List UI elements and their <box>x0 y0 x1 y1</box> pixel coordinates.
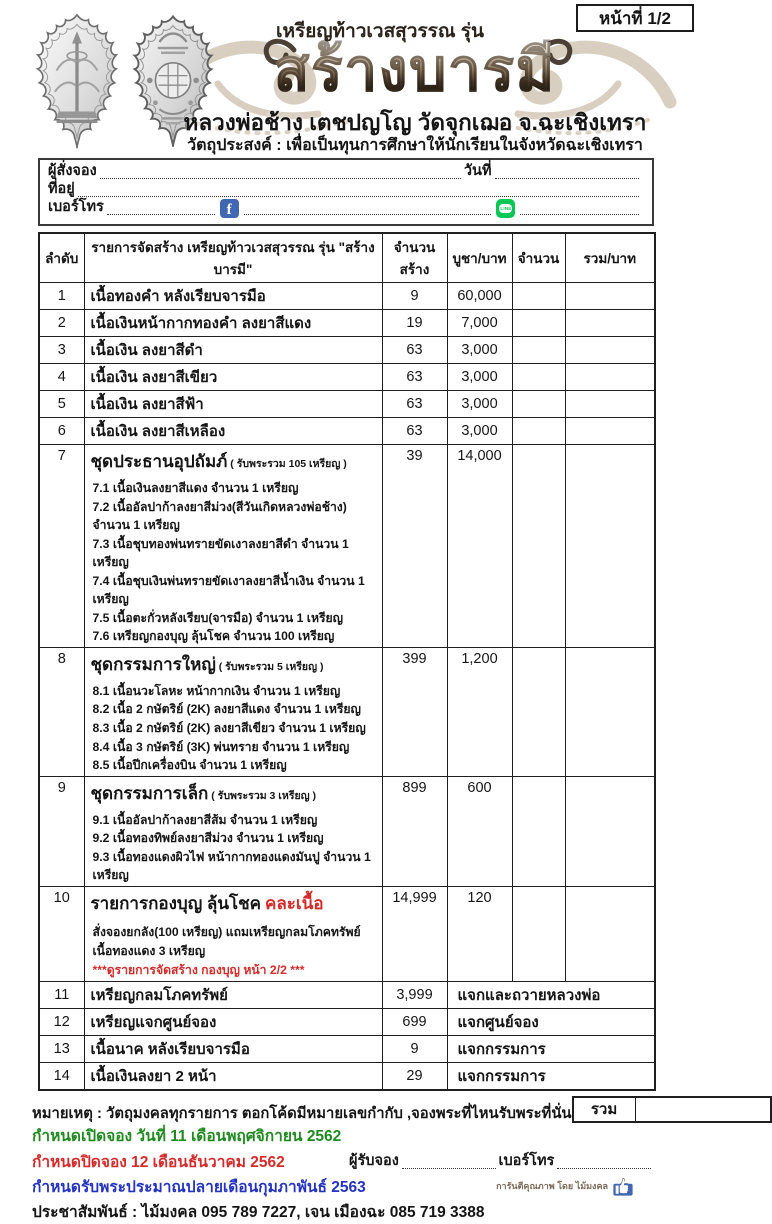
row-item-title-line <box>91 338 376 362</box>
row-number: 10 <box>39 886 84 981</box>
row-item <box>84 1062 382 1090</box>
line-icon: LINE <box>496 199 515 218</box>
col-header-order-qty: จำนวน <box>512 233 565 283</box>
row-item-title-line <box>91 780 376 807</box>
table-row <box>39 1062 655 1090</box>
row-item <box>84 886 382 981</box>
row-item <box>84 1035 382 1062</box>
row-number: 1 <box>39 283 84 310</box>
row-order-qty-input-cell[interactable] <box>512 886 565 981</box>
table-row <box>39 647 655 776</box>
open-date-line: กำหนดเปิดจอง วันที่ 11 เดือนพฤศจิกายน 2562 <box>32 1127 342 1145</box>
row-item-title: เนื้อเงินลงยา 2 หน้า <box>90 1067 217 1085</box>
amulet-front-image <box>32 12 122 152</box>
row-item <box>84 418 382 445</box>
row-price: 3,000 <box>447 391 512 418</box>
facebook-icon: f <box>220 199 239 218</box>
date-label: วันที่ <box>463 163 492 179</box>
col-header-item: รายการจัดสร้าง เหรียญท้าวเวสสุวรรณ รุ่น "สร้างบารมี" <box>84 233 382 283</box>
row-qty-made: 14,999 <box>382 886 447 981</box>
row-item-title: รายการกองบุญ ลุ้นโชค <box>90 893 261 913</box>
row-item-title-line <box>91 392 376 416</box>
row-total-input-cell[interactable] <box>565 886 655 981</box>
row-number: 13 <box>39 1035 84 1062</box>
row-sub-note: สั่งจองยกลัง(100 เหรียญ) แถมเหรียญกลมโภคทรัพย์ เนื้อทองแดง 3 เหรียญ <box>92 924 361 958</box>
row-item <box>84 283 382 310</box>
row-item-title-line <box>91 983 376 1007</box>
table-row <box>39 981 655 1008</box>
page-title: สร้างบารมี <box>150 42 680 100</box>
page-footer <box>32 1096 654 1224</box>
row-qty-made: 19 <box>382 310 447 337</box>
row-total-input-cell[interactable] <box>565 776 655 886</box>
row-item <box>84 391 382 418</box>
row-sub-item: 7.3 เนื้อชุบทองพ่นทรายขัดเงาลงยาสีดำ จำนวน 1 เหรียญ <box>92 536 349 570</box>
row-qty-made: 399 <box>382 647 447 776</box>
row-item-title: เหรียญกลมโภคทรัพย์ <box>90 986 228 1004</box>
row-number: 8 <box>39 647 84 776</box>
receiver-label: ผู้รับจอง <box>349 1153 399 1170</box>
table-header-row <box>39 233 655 283</box>
orderer-input-line[interactable] <box>100 167 461 179</box>
row-item-title: เนื้อเงิน ลงยาสีเขียว <box>90 369 218 386</box>
row-number: 4 <box>39 364 84 391</box>
row-dispensation: แจกกรรมการ <box>447 1062 655 1090</box>
row-total-input-cell[interactable] <box>565 283 655 310</box>
row-qty-made: 9 <box>382 283 447 310</box>
row-item-note: ( รับพระรวม 105 เหรียญ ) <box>227 458 347 470</box>
page-number-box <box>576 4 694 32</box>
guarantee-label: การันตีคุณภาพ โดย ไม้มงคล <box>496 1181 608 1192</box>
row-price: 1,200 <box>447 647 512 776</box>
row-number: 11 <box>39 981 84 1008</box>
row-order-qty-input-cell[interactable] <box>512 364 565 391</box>
row-qty-made: 39 <box>382 445 447 648</box>
address-label: ที่อยู่ <box>48 181 75 197</box>
table-row <box>39 418 655 445</box>
row-total-input-cell[interactable] <box>565 337 655 364</box>
row-item <box>84 310 382 337</box>
phone-input-line[interactable] <box>107 203 215 215</box>
row-total-input-cell[interactable] <box>565 364 655 391</box>
page-number-label: หน้าที่ 1/2 <box>599 8 671 28</box>
row-item-title: เนื้อเงิน ลงยาสีฟ้า <box>90 396 204 413</box>
guarantee-badge <box>496 1175 654 1197</box>
table-row <box>39 364 655 391</box>
row-order-qty-input-cell[interactable] <box>512 445 565 648</box>
row-sub-item: 8.4 เนื้อ 3 กษัตริย์ (3K) พ่นทราย จำนวน 1 เหรียญ <box>92 739 350 754</box>
row-sub-item: 7.1 เนื้อเงินลงยาสีแดง จำนวน 1 เหรียญ <box>92 481 299 495</box>
row-order-qty-input-cell[interactable] <box>512 337 565 364</box>
row-item-title-line <box>91 1037 376 1061</box>
col-header-total: รวม/บาท <box>565 233 655 283</box>
row-order-qty-input-cell[interactable] <box>512 647 565 776</box>
row-item-title: ชุดกรรมการเล็ก <box>90 783 209 803</box>
row-number: 7 <box>39 445 84 648</box>
row-item-title-line <box>91 365 376 389</box>
row-item <box>84 1008 382 1035</box>
row-number: 14 <box>39 1062 84 1090</box>
row-number: 12 <box>39 1008 84 1035</box>
row-item-title: เนื้อเงิน ลงยาสีเหลือง <box>90 423 226 440</box>
row-total-input-cell[interactable] <box>565 391 655 418</box>
row-item-title-line <box>91 448 376 475</box>
row-sub-item: 7.5 เนื้อตะกั่วหลังเรียบ(จารมือ) จำนวน 1 เหรียญ <box>92 610 344 625</box>
thumbs-up-icon <box>612 1175 634 1197</box>
date-input-line[interactable] <box>495 167 639 179</box>
row-price: 3,000 <box>447 418 512 445</box>
row-total-input-cell[interactable] <box>565 445 655 648</box>
row-number: 3 <box>39 337 84 364</box>
row-item <box>84 364 382 391</box>
row-sub-item: 7.4 เนื้อชุบเงินพ่นทรายขัดเงาลงยาสีน้ำเงิน จำนวน 1 เหรียญ <box>92 573 365 607</box>
table-row <box>39 310 655 337</box>
row-price: 60,000 <box>447 283 512 310</box>
col-header-price: บูชา/บาท <box>447 233 512 283</box>
row-number: 5 <box>39 391 84 418</box>
row-item-title: ชุดกรรมการใหญ่ <box>90 654 216 674</box>
row-item <box>84 981 382 1008</box>
row-qty-made: 63 <box>382 337 447 364</box>
row-qty-made: 63 <box>382 364 447 391</box>
orderer-form-box <box>38 158 654 226</box>
page-header <box>0 0 700 156</box>
row-item <box>84 337 382 364</box>
orderer-label: ผู้สั่งจอง <box>48 163 97 179</box>
row-item-title: เนื้อทองคำ หลังเรียบจารมือ <box>90 288 266 305</box>
row-price: 3,000 <box>447 337 512 364</box>
row-item-note: ( รับพระรวม 5 เหรียญ ) <box>215 660 324 673</box>
row-order-qty-input-cell[interactable] <box>512 776 565 886</box>
row-order-qty-input-cell[interactable] <box>512 418 565 445</box>
table-row <box>39 337 655 364</box>
row-item-note: ( รับพระรวม 3 เหรียญ ) <box>208 789 316 802</box>
receiver-zone <box>349 1149 654 1172</box>
series-label: เหรียญท้าวเวสสุวรรณ รุ่น <box>276 21 484 42</box>
col-header-index: ลำดับ <box>39 233 84 283</box>
row-item-title-line <box>91 1010 376 1034</box>
row-price: 3,000 <box>447 364 512 391</box>
grand-total-input-cell[interactable] <box>636 1098 770 1121</box>
row-item-title-line <box>91 311 376 335</box>
row-total-input-cell[interactable] <box>565 647 655 776</box>
receive-date-line: กำหนดรับพระประมาณปลายเดือนกุมภาพันธ์ 2563 <box>32 1178 366 1196</box>
row-sub-item: 9.2 เนื้อทองทิพย์ลงยาสีม่วง จำนวน 1 เหรียญ <box>92 831 324 846</box>
close-date-line: กำหนดปิดจอง 12 เดือนธันวาคม 2562 <box>32 1153 285 1171</box>
address-input-line[interactable] <box>78 185 639 197</box>
row-price: 14,000 <box>447 445 512 648</box>
row-item-title: เนื้อเงินหน้ากากทองคำ ลงยาสีแดง <box>90 315 312 332</box>
table-row <box>39 445 655 648</box>
table-row <box>39 391 655 418</box>
pr-line: ประชาสัมพันธ์ : ไม้มงคล 095 789 7227, เจน เมืองฉะ 085 719 3388 <box>32 1204 485 1222</box>
row-sub-item: 8.5 เนื้อปีกเครื่องบิน จำนวน 1 เหรียญ <box>92 758 287 773</box>
row-qty-made: 699 <box>382 1008 447 1035</box>
row-item <box>84 776 382 886</box>
row-total-input-cell[interactable] <box>565 310 655 337</box>
row-sub-item: 9.3 เนื้อทองแดงผิวไฟ หน้ากากทองแดงมันปู จำนวน 1 เหรียญ <box>92 849 371 883</box>
row-sub-item: 8.2 เนื้อ 2 กษัตริย์ (2K) ลงยาสีแดง จำนวน 1 เหรียญ <box>92 702 361 717</box>
row-sub-item: 7.6 เหรียญกองบุญ ลุ้นโชค จำนวน 100 เหรียญ <box>92 629 335 644</box>
remark-note: หมายเหตุ : วัตถุมงคลทุกรายการ ตอกโค้ดมีหมายเลขกำกับ ,จองพระที่ไหนรับพระที่นั่น <box>32 1105 572 1122</box>
receiver-phone-input-line[interactable] <box>557 1157 651 1169</box>
receiver-input-line[interactable] <box>402 1157 496 1169</box>
row-item <box>84 445 382 648</box>
table-row <box>39 886 655 981</box>
row-order-qty-input-cell[interactable] <box>512 310 565 337</box>
col-header-qty-made: จำนวนสร้าง <box>382 233 447 283</box>
table-row <box>39 283 655 310</box>
temple-line: หลวงพ่อช้าง เตชปญโญ วัดจุกเฌอ จ.ฉะเชิงเทรา <box>183 110 647 135</box>
row-qty-made: 9 <box>382 1035 447 1062</box>
order-table <box>38 232 656 1091</box>
row-sub-item: 9.1 เนื้ออัลปาก้าลงยาสีส้ม จำนวน 1 เหรียญ <box>92 812 318 827</box>
row-price: 120 <box>447 886 512 981</box>
row-qty-made: 3,999 <box>382 981 447 1008</box>
row-sub-item: 7.2 เนื้ออัลปาก้าลงยาสีม่วง(สีวันเกิดหลวงพ่อช้าง) จำนวน 1 เหรียญ <box>92 499 347 533</box>
row-qty-made: 29 <box>382 1062 447 1090</box>
table-row <box>39 1008 655 1035</box>
row-price: 600 <box>447 776 512 886</box>
row-order-qty-input-cell[interactable] <box>512 283 565 310</box>
row-item <box>84 647 382 776</box>
grand-total-box <box>572 1096 772 1123</box>
line-input-line[interactable] <box>520 203 639 215</box>
row-item-title-line <box>91 890 376 917</box>
row-number: 9 <box>39 776 84 886</box>
row-dispensation: แจกกรรมการ <box>447 1035 655 1062</box>
row-qty-made: 63 <box>382 391 447 418</box>
receiver-phone-label: เบอร์โทร <box>498 1153 555 1170</box>
row-sub-item: 8.1 เนื้อนวะโลหะ หน้ากากเงิน จำนวน 1 เหรียญ <box>92 683 341 698</box>
row-order-qty-input-cell[interactable] <box>512 391 565 418</box>
row-item-title-line <box>91 1064 376 1088</box>
row-sub-note-red: ***ดูรายการจัดสร้าง กองบุญ หน้า 2/2 *** <box>92 962 305 977</box>
row-number: 2 <box>39 310 84 337</box>
row-item-title: ชุดประธานอุปถัมภ์ <box>90 452 228 471</box>
table-row <box>39 776 655 886</box>
purpose-line: วัตถุประสงค์ : เพื่อเป็นทุนการศึกษาให้นักเรียนในจังหวัดฉะเชิงเทรา <box>187 137 643 154</box>
row-item-title: เนื้อนาค หลังเรียบจารมือ <box>90 1040 250 1058</box>
phone-label: เบอร์โทร <box>48 199 104 215</box>
row-price: 7,000 <box>447 310 512 337</box>
table-row <box>39 1035 655 1062</box>
grand-total-label: รวม <box>574 1098 636 1121</box>
row-dispensation: แจกและถวายหลวงพ่อ <box>447 981 655 1008</box>
row-item-title: เหรียญแจกศูนย์จอง <box>90 1013 217 1031</box>
row-total-input-cell[interactable] <box>565 418 655 445</box>
row-item-title-line <box>91 419 376 443</box>
facebook-input-line[interactable] <box>244 203 492 215</box>
row-qty-made: 899 <box>382 776 447 886</box>
row-item-title-line <box>91 284 376 308</box>
row-sub-item: 8.3 เนื้อ 2 กษัตริย์ (2K) ลงยาสีเขียว จำนวน 1 เหรียญ <box>92 721 366 736</box>
row-dispensation: แจกศูนย์จอง <box>447 1008 655 1035</box>
row-number: 6 <box>39 418 84 445</box>
row-item-title: เนื้อเงิน ลงยาสีดำ <box>90 342 203 359</box>
row-item-highlight: คละเนื้อ <box>265 893 324 913</box>
row-item-title-line <box>91 651 376 678</box>
row-qty-made: 63 <box>382 418 447 445</box>
